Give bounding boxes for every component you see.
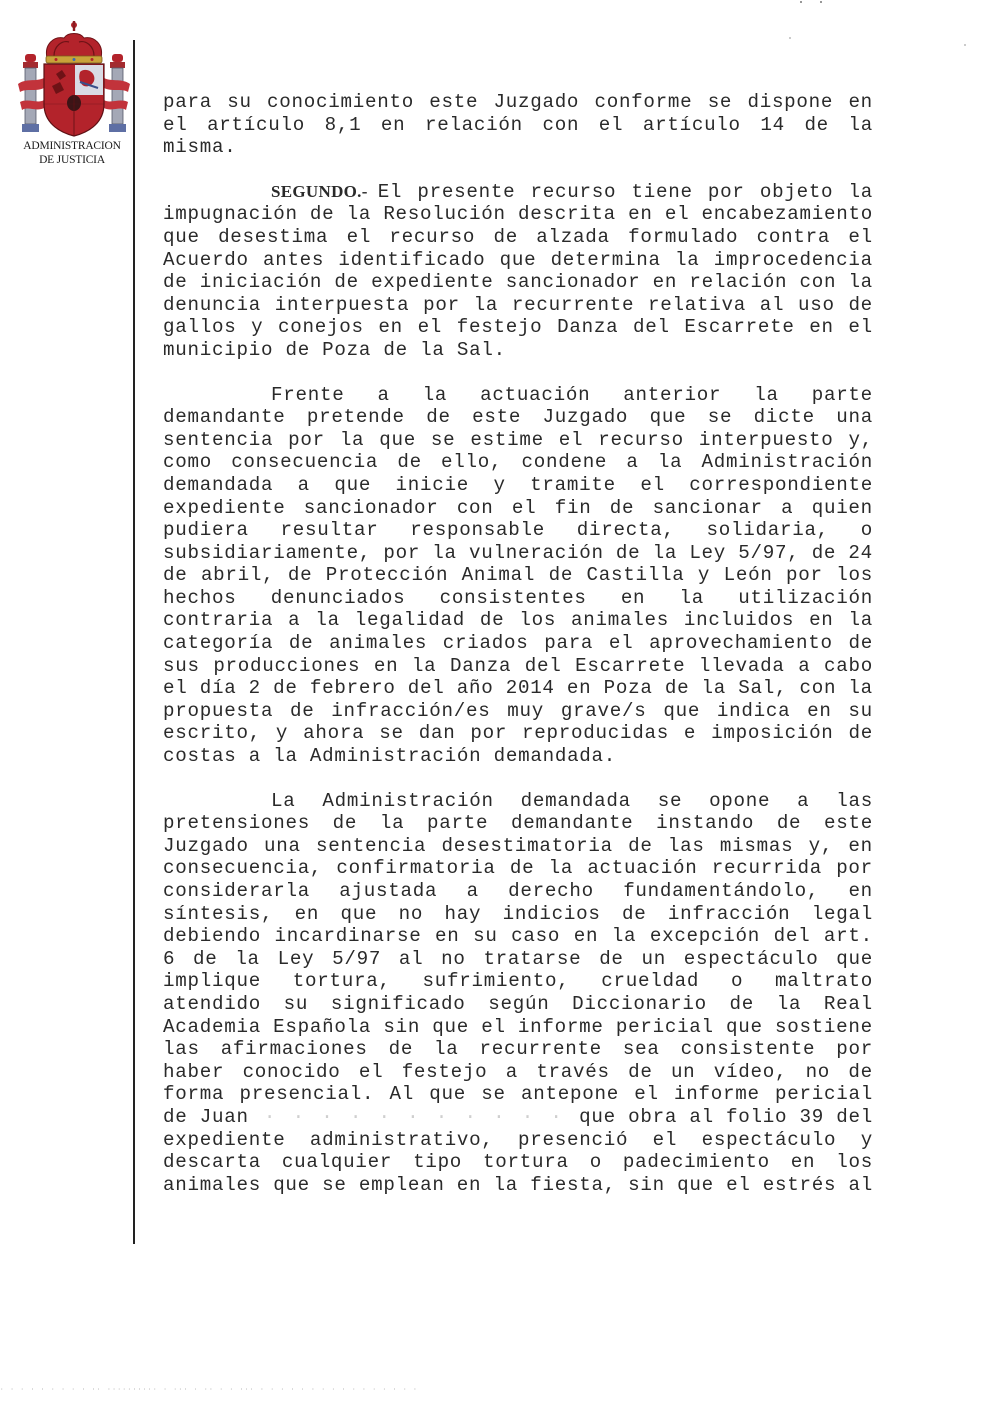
text-fragment: de Juan bbox=[163, 1105, 249, 1128]
text-line: gallos y conejos en el festejo Danza del Escarrete en el bbox=[163, 316, 873, 339]
text-line: considerarla ajustada a derecho fundamentándolo, en bbox=[163, 880, 873, 902]
crest-label-line1: ADMINISTRACION bbox=[23, 140, 121, 152]
text-line: debiendo incardinarse en su caso en la excepción del art. bbox=[163, 925, 873, 948]
text-line: como consecuencia de ello, condene a la Administración bbox=[163, 451, 873, 474]
text-line: sus producciones en la Danza del Escarrete llevada a cabo bbox=[163, 654, 873, 677]
document-body bbox=[163, 91, 873, 1196]
text-line: expediente sancionador con el fin de sancionar a quien bbox=[163, 496, 873, 519]
text-line: Frente a la actuación anterior la parte bbox=[271, 383, 873, 406]
text-line: escrito, y ahora se dan por reproducidas e imposición de bbox=[163, 722, 873, 745]
text-line: pretensiones de la parte demandante instando de este bbox=[163, 812, 873, 835]
shield-icon bbox=[44, 64, 104, 136]
footer-verification-code: · · · · · · · · · ·· ·········· · ··· · ·· · · ··· · · · · · · · · · · · · · · · · bbox=[0, 1386, 419, 1393]
text-line: demandada a que inicie y tramite el correspondiente bbox=[163, 473, 873, 496]
scan-speck bbox=[820, 1, 822, 3]
text-line: impugnación de la Resolución descrita en el encabezamiento bbox=[163, 203, 873, 226]
text-line: Juzgado una sentencia desestimatoria de las mismas y, en bbox=[163, 834, 873, 857]
text-line: denuncia interpuesta por la recurrente relativa al uso de bbox=[163, 293, 873, 316]
crest-label-line2: DE JUSTICIA bbox=[39, 154, 105, 166]
margin-rule bbox=[133, 40, 135, 1244]
text-line: de iniciación de expediente sancionador en relación con la bbox=[163, 271, 873, 294]
scan-speck bbox=[789, 37, 791, 39]
text-line: subsidiariamente, por la vulneración de la Ley 5/97, de 24 bbox=[163, 541, 873, 564]
coat-of-arms-logo bbox=[14, 18, 134, 143]
left-pillar-icon bbox=[18, 54, 44, 132]
crown-icon bbox=[46, 21, 102, 63]
text-line: implique tortura, sufrimiento, crueldad o maltrato bbox=[163, 970, 873, 993]
text-line: Acuerdo antes identificado que determina la improcedencia bbox=[163, 248, 873, 271]
scan-speck bbox=[800, 1, 802, 3]
text-line: costas a la Administración demandada. bbox=[163, 745, 617, 768]
text-line: categoría de animales criados para el aprovechamiento de bbox=[163, 632, 873, 655]
text-line: demandante pretende de este Juzgado que se dicte una bbox=[163, 406, 873, 429]
scan-speck bbox=[964, 44, 966, 46]
text-line: propuesta de infracción/es muy grave/s que indica en su bbox=[163, 699, 873, 722]
text-line: pudiera resultar responsable directa, solidaria, o bbox=[163, 519, 873, 542]
text-line: Academia Española sin que el informe pericial que sostiene bbox=[163, 1015, 873, 1038]
text-line: 6 de la Ley 5/97 al no tratarse de un espectáculo que bbox=[163, 947, 873, 970]
text-line: misma. bbox=[163, 136, 237, 159]
text-line: consecuencia, confirmatoria de la actuación recurrida por bbox=[163, 857, 873, 880]
text-line: descarta cualquier tipo tortura o padecimiento en los bbox=[163, 1151, 873, 1174]
text-line: el artículo 8,1 en relación con el artículo 14 de la bbox=[163, 113, 873, 136]
text-line: de abril, de Protección Animal de Castilla y León por los bbox=[163, 564, 873, 587]
text-line: sentencia por la que se estime el recurso interpuesto y, bbox=[163, 428, 873, 451]
paragraph-frente bbox=[163, 384, 873, 768]
text-line: hechos denunciados consistentes en la utilización bbox=[163, 586, 873, 609]
crest-label bbox=[8, 139, 136, 167]
text-line: atendido su significado según Diccionario de la Real bbox=[163, 992, 873, 1015]
right-pillar-icon bbox=[104, 54, 130, 132]
text-fragment: que obra al folio 39 del bbox=[579, 1105, 873, 1128]
paragraph-segundo bbox=[163, 181, 873, 362]
text-line: municipio de Poza de la Sal. bbox=[163, 338, 506, 361]
text-line: el día 2 de febrero del año 2014 en Poza de la Sal, con la bbox=[163, 677, 873, 700]
text-line: síntesis, en que no hay indicios de infracción legal bbox=[163, 902, 873, 925]
section-heading-segundo: SEGUNDO.- bbox=[271, 181, 368, 201]
text-line: que desestima el recurso de alzada formulado contra el bbox=[163, 225, 873, 248]
text-line: expediente administrativo, presenció el espectáculo y bbox=[163, 1128, 873, 1151]
redacted-name: · · · · · · · · · · · bbox=[263, 1105, 564, 1128]
text-line: El presente recurso tiene por objeto la bbox=[377, 180, 873, 203]
text-line: las afirmaciones de la recurrente sea consistente por bbox=[163, 1038, 873, 1061]
text-line: animales que se emplean en la fiesta, sin que el estrés al bbox=[163, 1173, 873, 1196]
text-line-first bbox=[163, 181, 873, 204]
paragraph-continuation bbox=[163, 91, 873, 159]
text-line: haber conocido el festejo a través de un vídeo, no de bbox=[163, 1060, 873, 1083]
spain-crest-icon bbox=[14, 18, 134, 143]
paragraph-administracion bbox=[163, 790, 873, 1197]
text-line-redacted bbox=[163, 1106, 873, 1129]
text-line: La Administración demandada se opone a las bbox=[271, 789, 873, 812]
text-line: contraria a la legalidad de los animales incluidos en la bbox=[163, 609, 873, 632]
text-line: para su conocimiento este Juzgado conforme se dispone en bbox=[163, 91, 873, 113]
text-line: forma presencial. Al que se antepone el informe pericial bbox=[163, 1083, 873, 1106]
